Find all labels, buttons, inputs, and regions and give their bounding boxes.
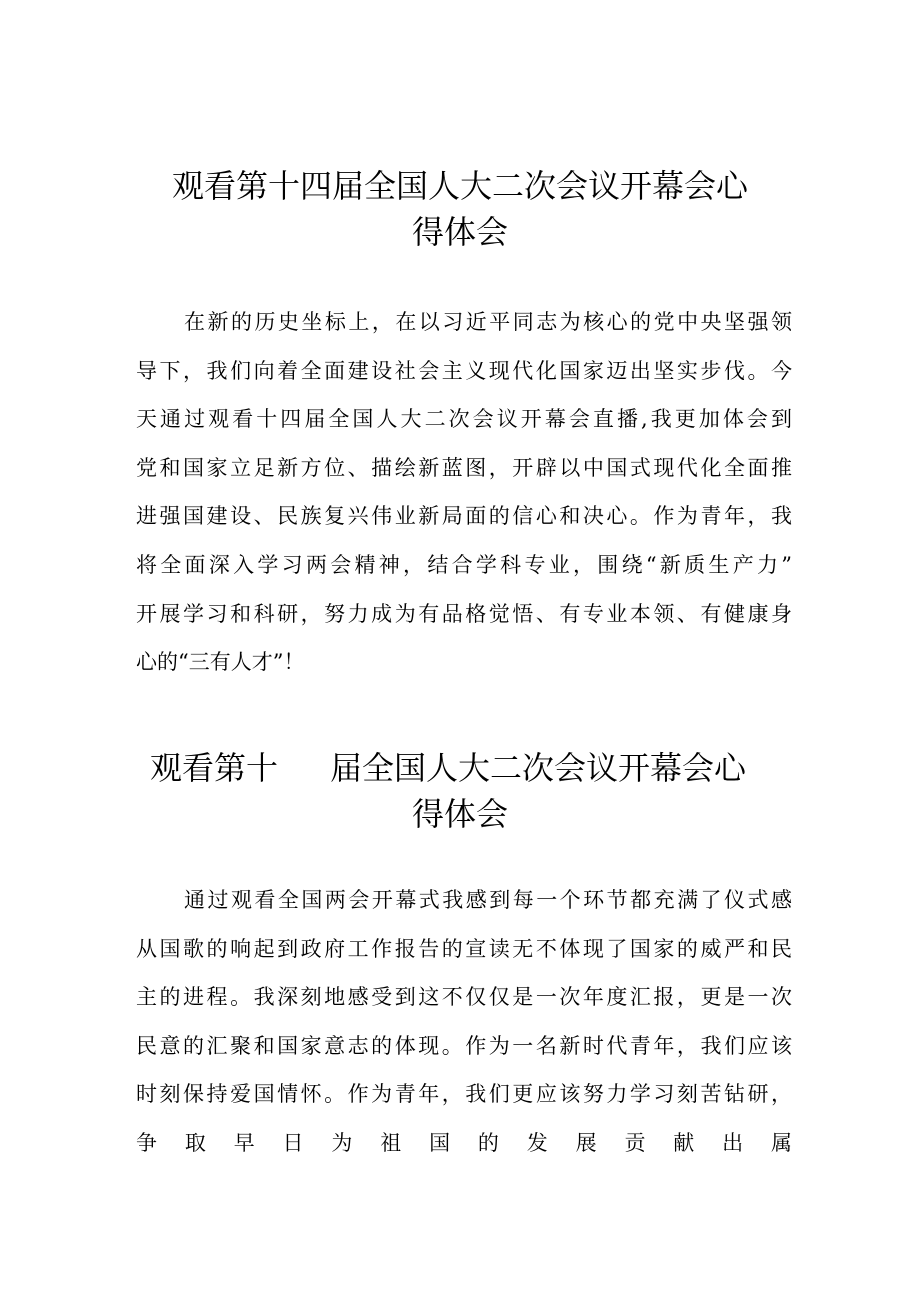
paragraph-line: 民意的汇聚和国家意志的体现。作为一名新时代青年，我们应该 (136, 1033, 792, 1058)
paragraph-line: 从国歌的响起到政府工作报告的宣读无不体现了国家的威严和民 (136, 936, 792, 961)
section-1-title (130, 163, 790, 255)
section-2-title-line-2: 得体会 (411, 795, 508, 833)
section-2-title-line-1 (130, 745, 790, 791)
paragraph-line: 在新的历史坐标上，在以习近平同志为核心的党中央坚强领 (184, 310, 792, 334)
section-2-paragraph (136, 876, 792, 1168)
section-2-title-part-1: 观看第十 (150, 749, 279, 787)
paragraph-line: 争取早日为祖国的发展贡献出属 (136, 1130, 792, 1155)
paragraph-line: 心的“三有人才”！ (136, 650, 305, 675)
section-1-paragraph (136, 298, 792, 687)
paragraph-line: 党和国家立足新方位、描绘新蓝图，开辟以中国式现代化全面推 (136, 455, 792, 480)
paragraph-line: 开展学习和科研，努力成为有品格觉悟、有专业本领、有健康身 (136, 601, 792, 626)
paragraph-line: 时刻保持爱国情怀。作为青年，我们更应该努力学习刻苦钻研， (136, 1082, 792, 1107)
paragraph-line: 进强国建设、民族复兴伟业新局面的信心和决心。作为青年，我 (136, 504, 792, 529)
paragraph-line: 导下，我们向着全面建设社会主义现代化国家迈出坚实步伐。今 (136, 358, 792, 383)
section-1-title-line-2: 得体会 (411, 213, 508, 251)
paragraph-line: 将全面深入学习两会精神，结合学科专业，围绕“新质生产力” (136, 552, 792, 577)
section-2-title (130, 745, 790, 837)
section-1-title-line-1: 观看第十四届全国人大二次会议开幕会心 (171, 167, 748, 205)
paragraph-line: 通过观看全国两会开幕式我感到每一个环节都充满了仪式感 (184, 888, 792, 912)
paragraph-line: 天通过观看十四届全国人大二次会议开幕会直播,我更加体会到 (136, 407, 792, 432)
section-2-title-part-2: 届全国人大二次会议开幕会心 (330, 749, 747, 787)
paragraph-line: 主的进程。我深刻地感受到这不仅仅是一次年度汇报，更是一次 (136, 985, 792, 1010)
